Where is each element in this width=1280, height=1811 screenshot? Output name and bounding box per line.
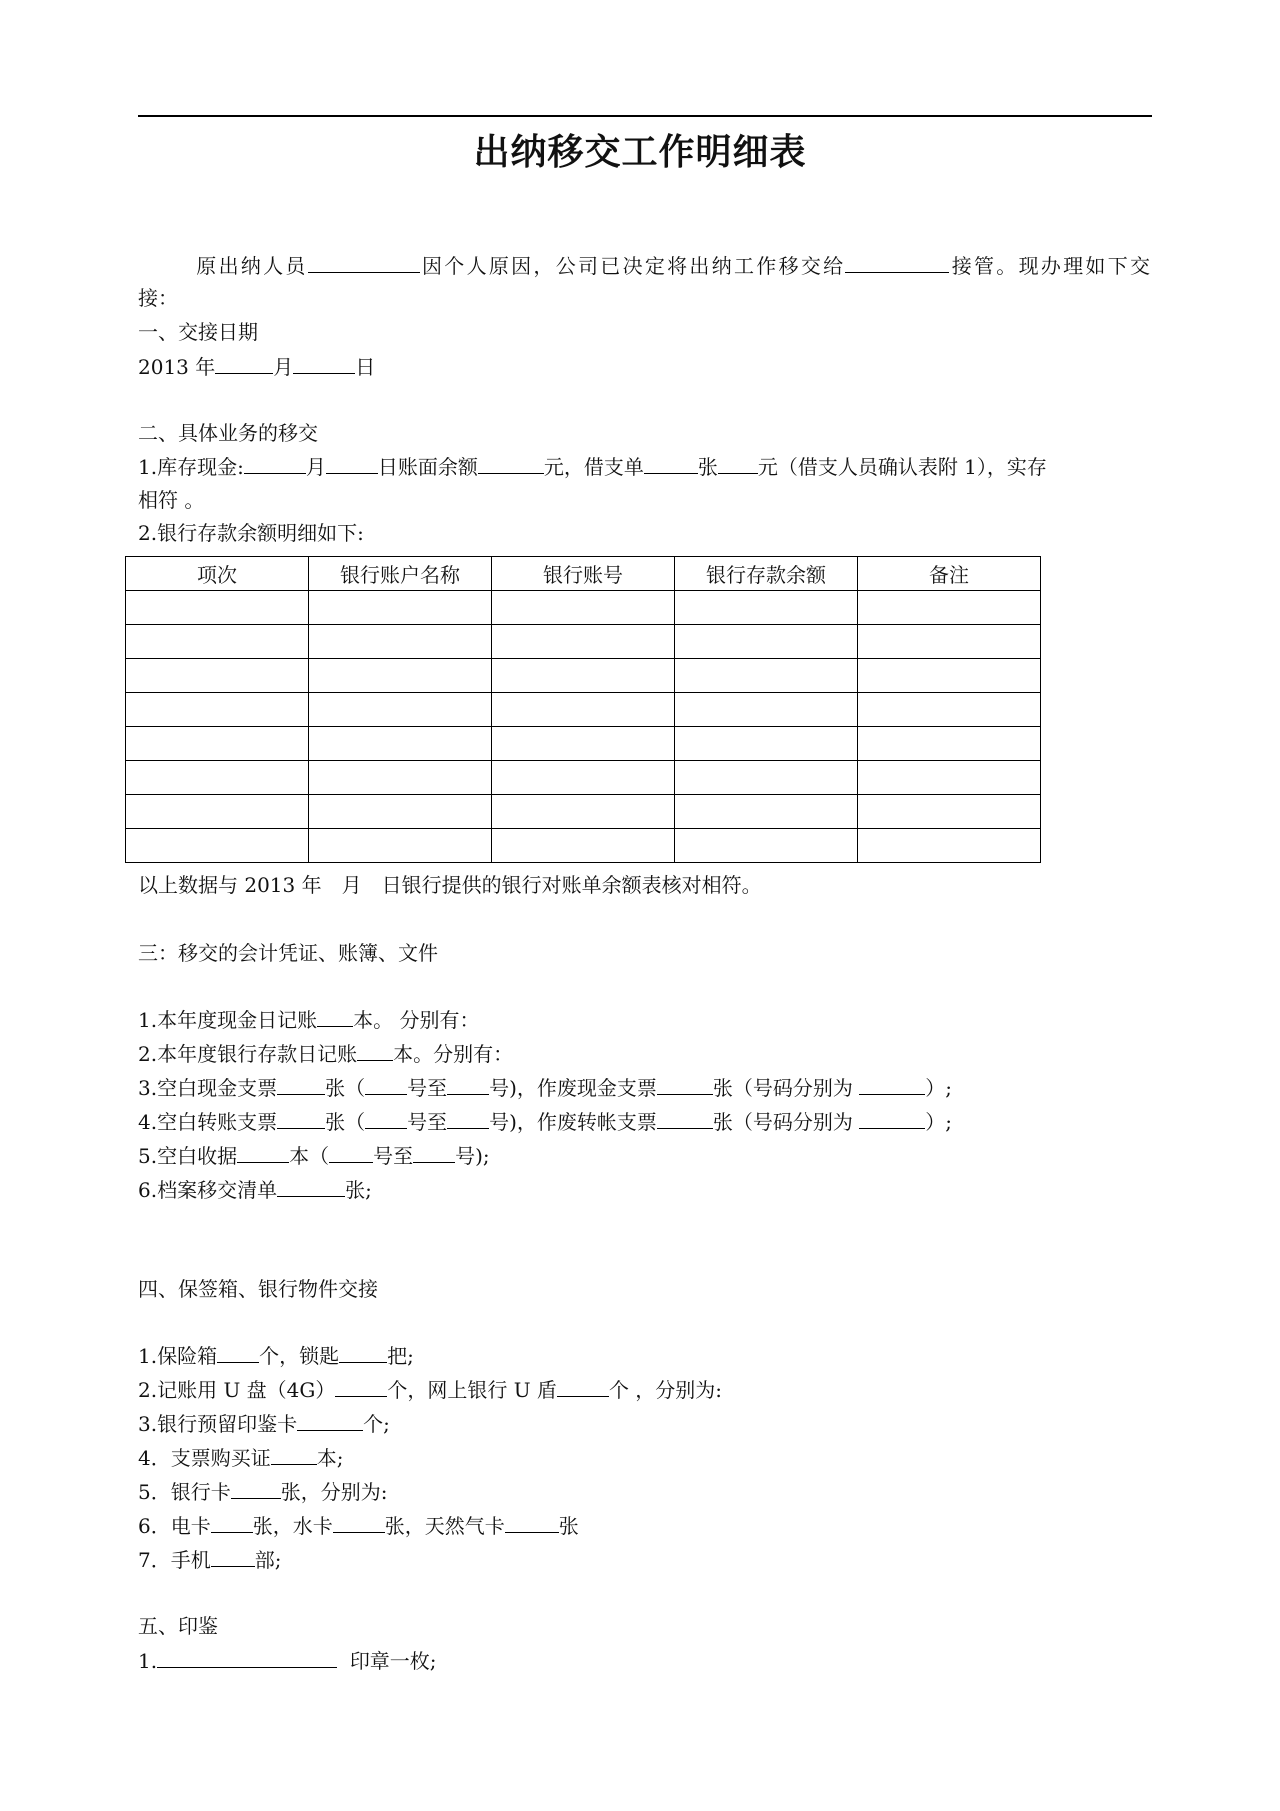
table-cell[interactable] (858, 591, 1041, 625)
table-cell[interactable] (126, 591, 309, 625)
header-account-number: 银行账号 (492, 557, 675, 591)
table-row (126, 727, 1041, 761)
table-cell[interactable] (675, 795, 858, 829)
table-cell[interactable] (675, 829, 858, 863)
table-cell[interactable] (858, 625, 1041, 659)
s3-line-1: 1.本年度现金日记账 本。 分别有： (138, 1004, 479, 1035)
successor-blank[interactable] (845, 250, 949, 273)
table-cell[interactable] (492, 795, 675, 829)
table-cell[interactable] (858, 727, 1041, 761)
table-cell[interactable] (126, 829, 309, 863)
s4-line-5: 5．银行卡 张，分别为: (138, 1476, 387, 1507)
usb-drive-count-blank[interactable] (335, 1374, 387, 1397)
document-title: 出纳移交工作明细表 (473, 131, 807, 173)
cash-line-2: 相符 。 (138, 488, 205, 512)
s3-line-2: 2.本年度银行存款日记账 本。分别有： (138, 1038, 513, 1069)
water-card-blank[interactable] (333, 1510, 385, 1533)
s4-line-3: 3.银行预留印鉴卡 个; (138, 1408, 390, 1439)
cash-journal-count-blank[interactable] (317, 1004, 353, 1027)
electric-card-blank[interactable] (211, 1510, 253, 1533)
table-cell[interactable] (858, 659, 1041, 693)
loan-amount-blank[interactable] (718, 451, 758, 474)
receipt-to-blank[interactable] (413, 1140, 455, 1163)
former-cashier-blank[interactable] (308, 250, 420, 273)
table-cell[interactable] (492, 625, 675, 659)
handover-date-line: 2013 年 月 日 (138, 351, 375, 382)
cash-line: 1.库存现金: 月 日账面余额 元，借支单 张 元（借支人员确认表附 1），实存 (138, 451, 1047, 482)
s3-line-4: 4.空白转账支票 张（ 号至 号)，作废转帐支票 张（号码分别为 ）; (138, 1106, 952, 1137)
table-cell[interactable] (675, 727, 858, 761)
cash-cheque-from-blank[interactable] (365, 1072, 407, 1095)
table-cell[interactable] (309, 625, 492, 659)
cash-month-blank[interactable] (244, 451, 306, 474)
gas-card-blank[interactable] (505, 1510, 559, 1533)
table-cell[interactable] (309, 761, 492, 795)
table-cell[interactable] (492, 659, 675, 693)
archive-list-count[interactable] (277, 1174, 345, 1197)
table-cell[interactable] (309, 659, 492, 693)
blank-cash-cheque-count[interactable] (277, 1072, 325, 1095)
table-row (126, 591, 1041, 625)
book-balance-blank[interactable] (478, 451, 544, 474)
table-cell[interactable] (858, 693, 1041, 727)
bank-card-count-blank[interactable] (231, 1476, 281, 1499)
table-cell[interactable] (126, 693, 309, 727)
cheque-purchase-cert-blank[interactable] (271, 1442, 317, 1465)
header-account-name: 银行账户名称 (309, 557, 492, 591)
table-cell[interactable] (492, 829, 675, 863)
table-row (126, 693, 1041, 727)
section2-heading: 二、具体业务的移交 (138, 421, 318, 445)
table-header-row (126, 557, 1041, 591)
table-cell[interactable] (675, 625, 858, 659)
seal-card-count-blank[interactable] (297, 1408, 363, 1431)
ukey-count-blank[interactable] (557, 1374, 609, 1397)
transfer-cheque-from-blank[interactable] (365, 1106, 407, 1129)
transfer-cheque-to-blank[interactable] (447, 1106, 489, 1129)
table-row (126, 761, 1041, 795)
s5-line-1: 1. 印章一枚; (138, 1645, 437, 1676)
table-cell[interactable] (126, 625, 309, 659)
table-row (126, 795, 1041, 829)
table-cell[interactable] (858, 795, 1041, 829)
key-count-blank[interactable] (339, 1340, 387, 1363)
table-cell[interactable] (675, 591, 858, 625)
s4-line-2: 2.记账用 U 盘（4G） 个，网上银行 U 盾 个 ，分别为: (138, 1374, 722, 1405)
section4-heading: 四、保签箱、银行物件交接 (138, 1277, 378, 1301)
table-cell[interactable] (126, 727, 309, 761)
header-item: 项次 (126, 557, 309, 591)
header-remarks: 备注 (858, 557, 1041, 591)
section5-heading: 五、印鉴 (138, 1614, 218, 1638)
bank-journal-count-blank[interactable] (357, 1038, 393, 1061)
table-cell[interactable] (675, 659, 858, 693)
section1-heading: 一、交接日期 (138, 320, 258, 344)
receipt-from-blank[interactable] (329, 1140, 373, 1163)
void-cash-cheque-count[interactable] (657, 1072, 713, 1095)
table-cell[interactable] (492, 693, 675, 727)
top-rule (138, 115, 1152, 117)
s3-line-6: 6.档案移交清单 张; (138, 1174, 372, 1205)
s4-line-6: 6．电卡 张，水卡 张，天然气卡 张 (138, 1510, 579, 1541)
table-cell[interactable] (675, 761, 858, 795)
table-cell[interactable] (492, 727, 675, 761)
s4-line-1: 1.保险箱 个，锁匙 把; (138, 1340, 414, 1371)
intro-line-2: 接： (138, 286, 178, 310)
table-row (126, 625, 1041, 659)
phone-count-blank[interactable] (211, 1544, 255, 1567)
cash-day-blank[interactable] (326, 451, 378, 474)
day-blank[interactable] (293, 351, 355, 374)
table-row (126, 829, 1041, 863)
table-cell[interactable] (126, 761, 309, 795)
table-cell[interactable] (858, 761, 1041, 795)
seal-name-blank[interactable] (157, 1645, 337, 1668)
table-cell[interactable] (126, 659, 309, 693)
s4-line-7: 7．手机 部; (138, 1544, 281, 1575)
table-cell[interactable] (309, 795, 492, 829)
table-note: 以上数据与 2013 年 月 日银行提供的银行对账单余额表核对相符。 (138, 873, 762, 897)
void-transfer-cheque-numbers[interactable] (859, 1106, 925, 1129)
table-row (126, 659, 1041, 693)
blank-receipt-count[interactable] (237, 1140, 289, 1163)
header-balance: 银行存款余额 (675, 557, 858, 591)
table-cell[interactable] (309, 591, 492, 625)
s3-line-3: 3.空白现金支票 张（ 号至 号)，作废现金支票 张（号码分别为 ）; (138, 1072, 952, 1103)
bank-balance-table (125, 556, 1041, 863)
section3-heading: 三：移交的会计凭证、账簿、文件 (138, 941, 438, 965)
table-cell[interactable] (309, 829, 492, 863)
blank-transfer-cheque-count[interactable] (277, 1106, 325, 1129)
loan-count-blank[interactable] (644, 451, 698, 474)
table-cell[interactable] (309, 693, 492, 727)
table-cell[interactable] (492, 591, 675, 625)
table-cell[interactable] (675, 693, 858, 727)
intro-line: 原出纳人员 因个人原因，公司已决定将出纳工作移交给 接管。现办理如下交 (138, 250, 1150, 281)
cash-cheque-to-blank[interactable] (447, 1072, 489, 1095)
s3-line-5: 5.空白收据 本（ 号至 号); (138, 1140, 490, 1171)
month-blank[interactable] (215, 351, 273, 374)
s4-line-4: 4．支票购买证 本; (138, 1442, 343, 1473)
safe-count-blank[interactable] (217, 1340, 259, 1363)
table-cell[interactable] (492, 761, 675, 795)
table-cell[interactable] (858, 829, 1041, 863)
void-transfer-cheque-count[interactable] (657, 1106, 713, 1129)
bank-heading: 2.银行存款余额明细如下: (138, 521, 364, 545)
table-cell[interactable] (309, 727, 492, 761)
void-cash-cheque-numbers[interactable] (859, 1072, 925, 1095)
table-cell[interactable] (126, 795, 309, 829)
